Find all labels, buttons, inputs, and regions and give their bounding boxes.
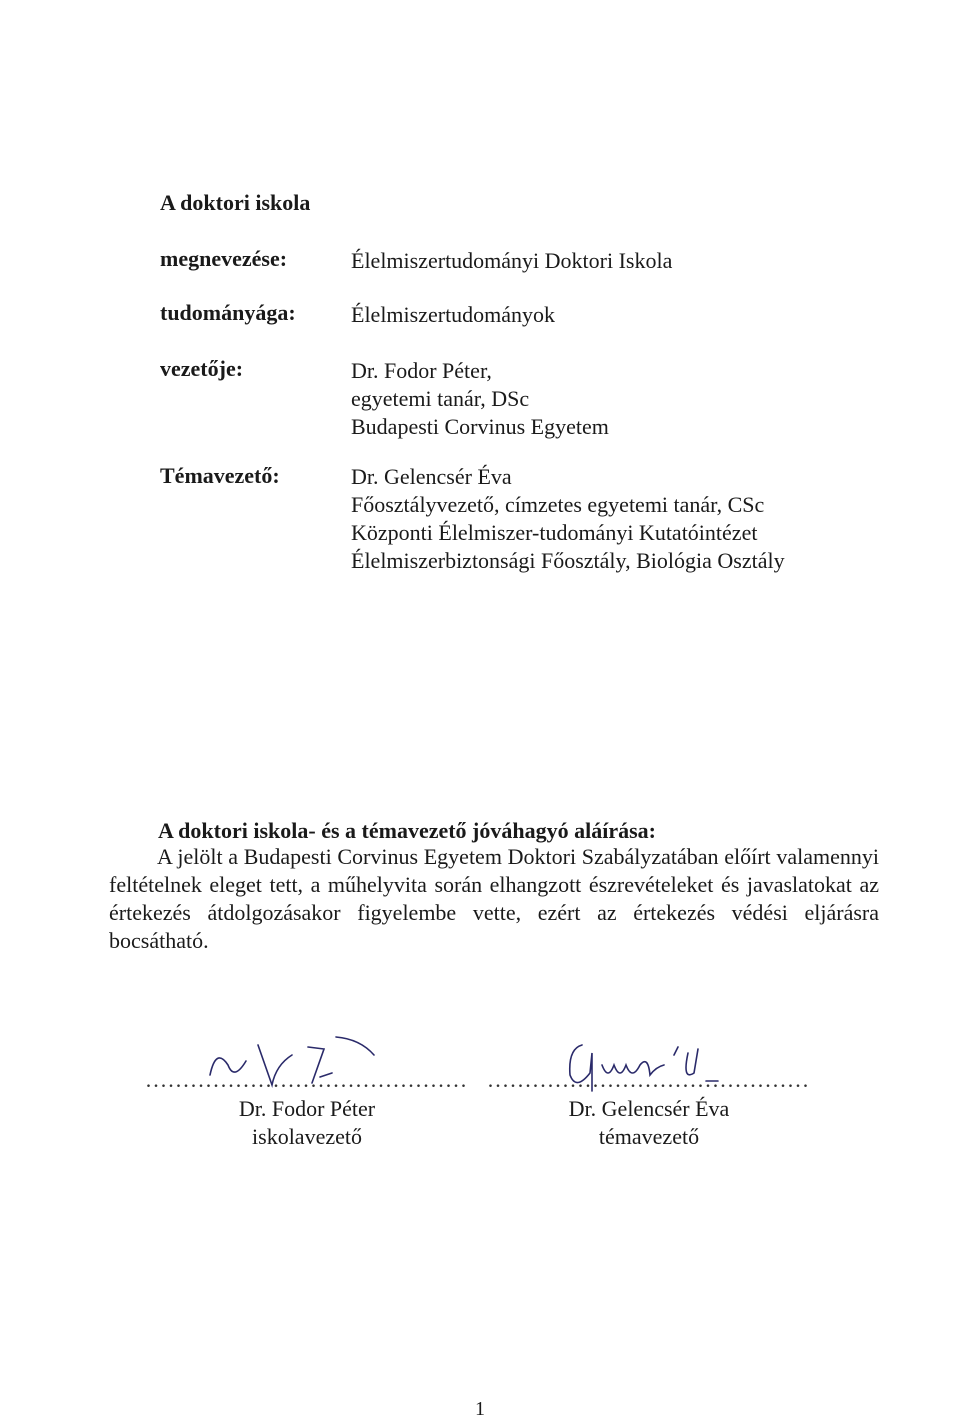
section-heading: A doktori iskola: [160, 190, 311, 215]
value-line: Élelmiszerbiztonsági Főosztály, Biológia Osztály: [351, 548, 785, 573]
label-temavezeto: Témavezető:: [160, 463, 280, 488]
approval-title: A doktori iskola- és a témavezető jóváhagyó aláírása:: [158, 818, 656, 843]
signer-role: iskolavezető: [252, 1124, 362, 1149]
value-line: Élelmiszertudományi Doktori Iskola: [351, 248, 673, 273]
value-line: Budapesti Corvinus Egyetem: [351, 414, 609, 439]
value-line: Központi Élelmiszer-tudományi Kutatóintézet: [351, 520, 758, 545]
value-line: Dr. Gelencsér Éva: [351, 464, 512, 489]
value-temavezeto: [351, 463, 785, 575]
approval-paragraph: A jelölt a Budapesti Corvinus Egyetem Doktori Szabályzatában előírt valamennyi feltételnek eleget tett, a műhelyvita során elhangzott észrevételeket és javaslatokat az értekezés átdolgozásakor figyelembe vette, ezért az értekezés védési eljárásra bocsátható.: [109, 844, 879, 953]
value-line: egyetemi tanár, DSc: [351, 386, 530, 411]
signature-line: ...........................................: [487, 1067, 811, 1092]
label-megnevezese: megnevezése:: [160, 246, 288, 271]
signature-block-supervisor: [484, 1065, 814, 1151]
label-vezetoje: vezetője:: [160, 356, 244, 381]
page-number: 1: [475, 1398, 485, 1420]
value-vezetoje: [351, 357, 609, 441]
value-line: Főosztályvezető, címzetes egyetemi tanár, CSc: [351, 492, 765, 517]
value-tudomanyaga: [351, 301, 555, 329]
value-line: Élelmiszertudományok: [351, 302, 556, 327]
signer-name: Dr. Fodor Péter: [238, 1096, 376, 1121]
value-line: Dr. Fodor Péter,: [351, 358, 492, 383]
signature-block-school-head: [142, 1065, 472, 1151]
value-megnevezese: [351, 247, 672, 275]
label-tudomanyaga: tudományága:: [160, 300, 296, 325]
signer-name: Dr. Gelencsér Éva: [568, 1096, 730, 1121]
signature-line: ...........................................: [145, 1067, 469, 1092]
signer-role: témavezető: [598, 1124, 700, 1149]
